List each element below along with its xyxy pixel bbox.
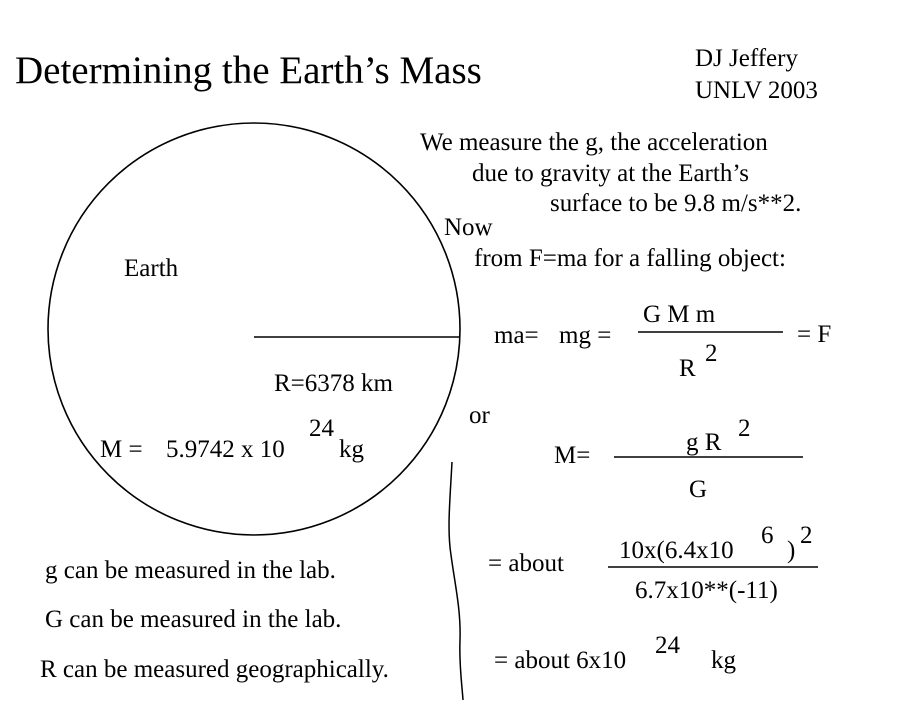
now-text: from F=ma for a falling object: xyxy=(474,245,786,272)
eq3-outer-exponent: 2 xyxy=(800,522,813,549)
eq3-numerator: 10x(6.4x10 xyxy=(619,537,734,564)
page-title: Determining the Earth’s Mass xyxy=(15,49,482,92)
earth-radius-label: R=6378 km xyxy=(274,370,393,397)
eq2-lhs: M= xyxy=(554,442,591,469)
note-big-g: G can be measured in the lab. xyxy=(45,606,342,633)
eq1-lhs: ma= xyxy=(494,322,539,349)
note-g: g can be measured in the lab. xyxy=(45,557,336,584)
note-r: R can be measured geographically. xyxy=(40,656,389,683)
eq2-denominator: G xyxy=(689,476,708,503)
now-label: Now xyxy=(444,214,493,241)
eq4-text: = about 6x10 xyxy=(494,647,627,674)
intro-line-3: surface to be 9.8 m/s**2. xyxy=(550,190,802,217)
earth-mass-unit: kg xyxy=(339,436,364,463)
eq4-unit: kg xyxy=(711,647,736,674)
eq1-mid: mg = xyxy=(559,322,612,349)
separator-curve xyxy=(449,462,463,700)
eq3-close-paren: ) xyxy=(787,537,796,564)
eq4-exponent: 24 xyxy=(655,632,680,659)
eq1-rhs: = F xyxy=(797,321,832,348)
eq1-denominator-exponent: 2 xyxy=(705,340,718,367)
earth-circle xyxy=(48,123,460,535)
or-label: or xyxy=(469,402,490,429)
author-name: DJ Jeffery xyxy=(695,45,798,72)
eq1-numerator: G M m xyxy=(643,301,716,328)
eq3-lhs: = about xyxy=(488,550,564,577)
earth-mass-value: 5.9742 x 10 xyxy=(166,436,285,463)
author-affiliation: UNLV 2003 xyxy=(695,77,818,104)
earth-mass-exponent: 24 xyxy=(309,415,334,442)
earth-mass-prefix: M = xyxy=(100,436,143,463)
intro-line-2: due to gravity at the Earth’s xyxy=(472,160,750,187)
intro-line-1: We measure the g, the acceleration xyxy=(420,129,768,156)
eq2-numerator: g R xyxy=(686,429,722,456)
earth-label: Earth xyxy=(124,255,179,282)
eq3-denominator: 6.7x10**(-11) xyxy=(635,577,778,604)
eq3-inner-exponent: 6 xyxy=(761,522,774,549)
eq1-denominator: R xyxy=(679,355,696,382)
eq2-numerator-exponent: 2 xyxy=(738,415,751,442)
